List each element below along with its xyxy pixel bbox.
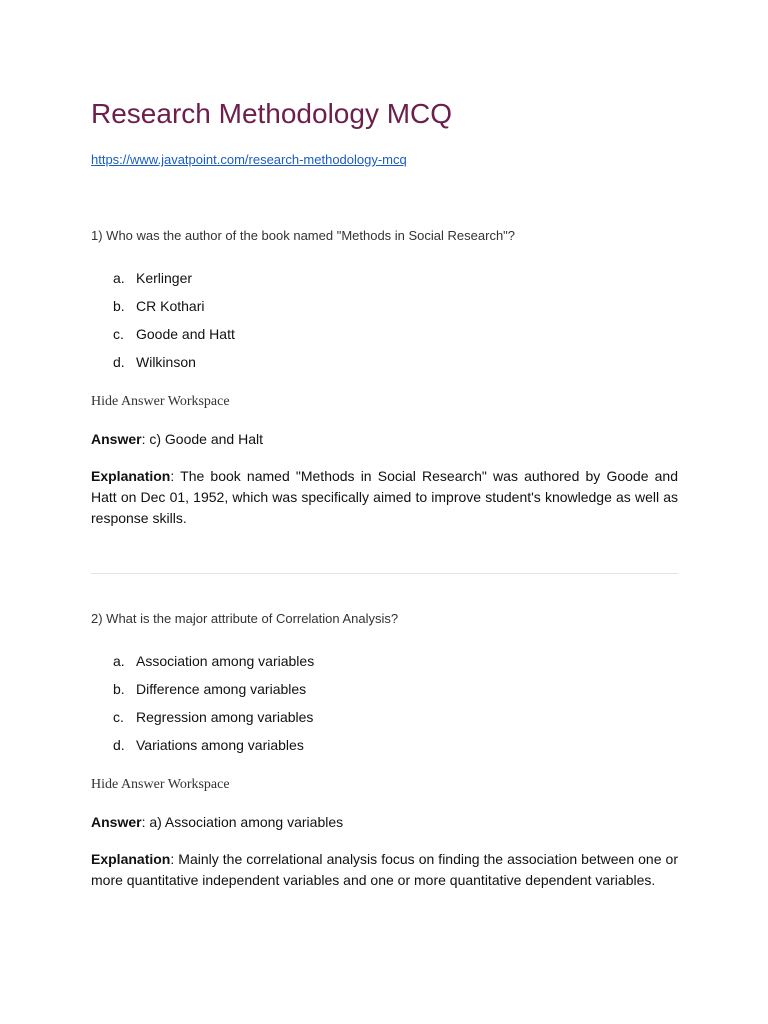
option-item (113, 677, 314, 705)
option-text: Wilkinson (136, 354, 196, 370)
options-list (113, 649, 314, 761)
answer-label: Answer (91, 431, 142, 447)
option-text: Difference among variables (136, 681, 307, 697)
answer-line (91, 428, 263, 450)
options-list (113, 266, 235, 378)
hide-answer-workspace-label: Hide Answer Workspace (91, 394, 230, 409)
question-text: 1) Who was the author of the book named "Methods in Social Research"? (91, 228, 516, 243)
explanation-label: Explanation (91, 851, 171, 867)
answer-label: Answer (91, 814, 142, 830)
question-block (91, 609, 678, 888)
option-text: CR Kothari (136, 298, 205, 314)
option-letter: a. (113, 653, 125, 669)
option-item (113, 733, 314, 761)
answer-text: : a) Association among variables (141, 814, 344, 830)
option-item (113, 649, 314, 677)
question-block (91, 226, 678, 526)
option-letter: c. (113, 709, 124, 725)
option-letter: b. (113, 298, 125, 314)
answer-line (91, 811, 343, 833)
option-letter: d. (113, 737, 125, 753)
explanation-paragraph (91, 849, 678, 891)
option-letter: c. (113, 326, 124, 342)
option-item (113, 266, 235, 294)
option-letter: b. (113, 681, 125, 697)
option-item (113, 322, 235, 350)
explanation-text: : Mainly the correlational analysis focus on finding the association between one or more quantitative independent variables and one or more quantitative dependent variables. (91, 851, 678, 888)
section-divider (91, 573, 678, 574)
option-item (113, 705, 314, 733)
option-text: Goode and Hatt (136, 326, 235, 342)
option-item (113, 350, 235, 378)
explanation-label: Explanation (91, 468, 171, 484)
source-link[interactable]: https://www.javatpoint.com/research-methodology-mcq (91, 152, 407, 167)
question-text: 2) What is the major attribute of Correlation Analysis? (91, 611, 399, 626)
option-text: Kerlinger (136, 270, 193, 286)
page-title: Research Methodology MCQ (91, 98, 453, 129)
option-letter: d. (113, 354, 125, 370)
explanation-paragraph (91, 466, 678, 529)
option-text: Association among variables (136, 653, 315, 669)
option-text: Regression among variables (136, 709, 314, 725)
option-item (113, 294, 235, 322)
hide-answer-workspace-label: Hide Answer Workspace (91, 777, 230, 792)
option-text: Variations among variables (136, 737, 304, 753)
answer-text: : c) Goode and Halt (141, 431, 263, 447)
explanation-text: : The book named "Methods in Social Research" was authored by Goode and Hatt on Dec 01, 1952, which was specifically aimed to improve student's knowledge as well as response skills. (91, 468, 678, 526)
option-letter: a. (113, 270, 125, 286)
